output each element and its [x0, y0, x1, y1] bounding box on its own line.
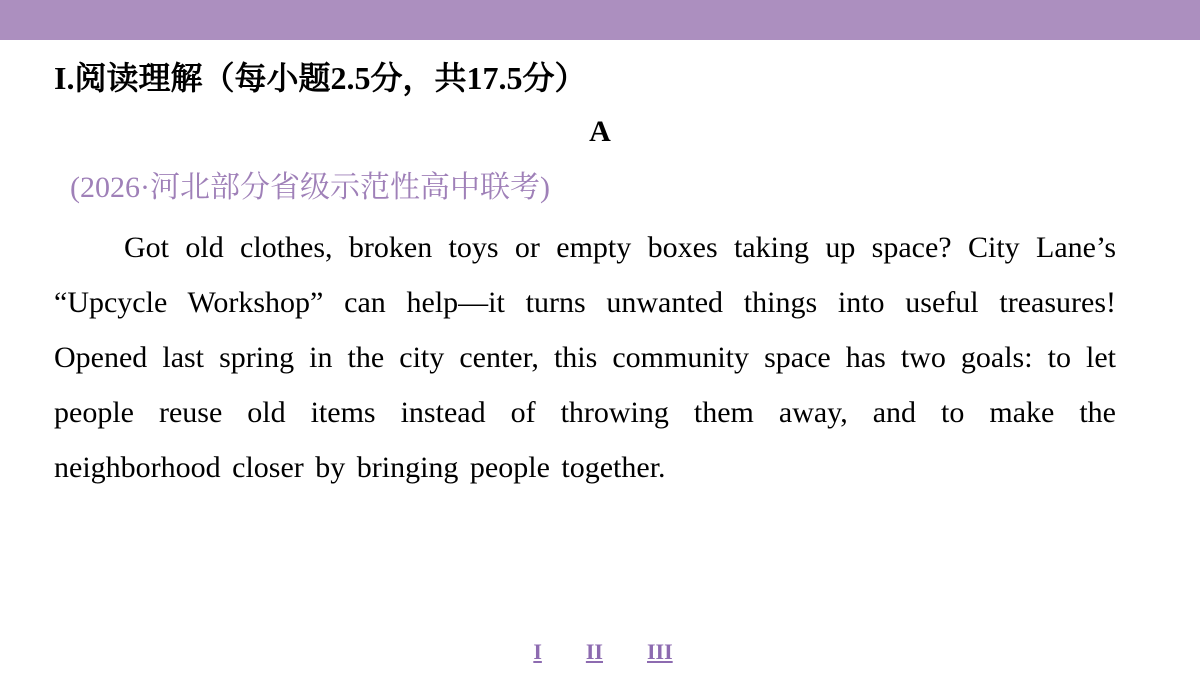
section-title: I.阅读理解（每小题2.5分，共17.5分）: [54, 60, 587, 96]
passage-label: A: [589, 115, 611, 148]
header-bar: [0, 0, 1200, 40]
pager-link-section-1[interactable]: I: [533, 639, 542, 664]
section-pager: [0, 638, 1200, 666]
pager-link-section-2[interactable]: II: [585, 639, 603, 664]
source-note: (2026·河北部分省级示范性高中联考): [70, 171, 550, 204]
pager-link-section-3[interactable]: III: [647, 639, 673, 664]
passage-body: [54, 220, 1116, 495]
passage-paragraph: Got old clothes, broken toys or empty boxes taking up space? City Lane’s “Upcycle Workshop” can help—it turns unwanted things into useful treasures! Opened last spring in the city center, this community space has two goals: to let people reuse old items instead of throwing them away, and to make the neighborhood closer by bringing people together.: [54, 231, 1116, 484]
